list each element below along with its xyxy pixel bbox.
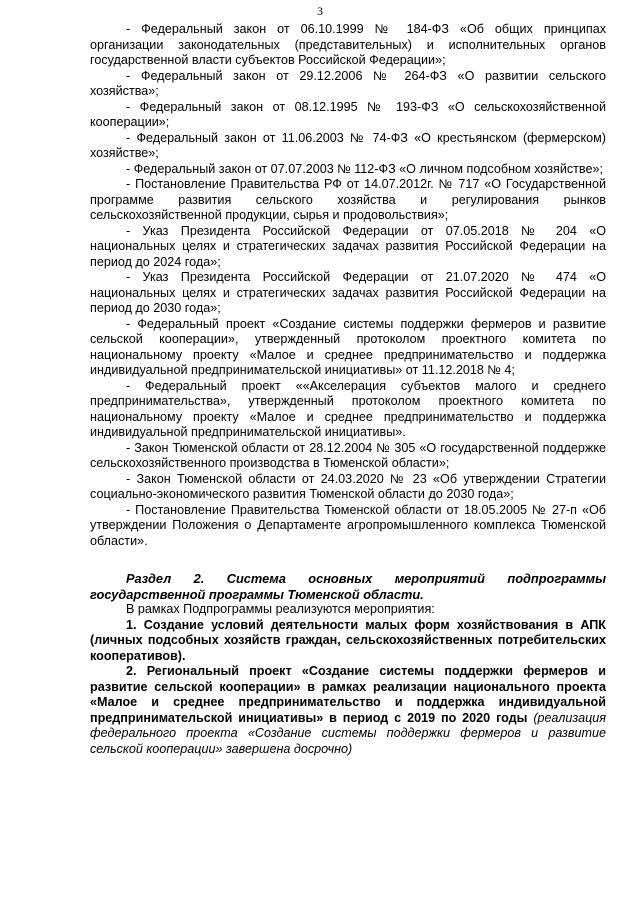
measure-item-2-note: (реализация федерального проекта «Создание системы поддержки фермеров и развитие сельской кооперации» завершена досрочно)	[90, 710, 607, 756]
law-item-government-717: - Постановление Правительства РФ от 14.07.2012г. № 717 «О Государственной программе развития сельского хозяйства и регулирования рынков сельскохозяйственной продукции, сырья и продовольствия»;	[90, 177, 606, 222]
law-item-federal-193: - Федеральный закон от 08.12.1995 № 193-ФЗ «О сельскохозяйственной кооперации»;	[90, 99, 606, 129]
law-item-decree-204: - Указ Президента Российской Федерации от 07.05.2018 № 204 «О национальных целях и стратегических задачах развития Российской Федерации на период до 2024 года»;	[90, 223, 606, 269]
law-item-federal-112: - Федеральный закон от 07.07.2003 № 112-ФЗ «О личном подсобном хозяйстве»;	[126, 161, 603, 176]
measure-item-2-title: 2. Региональный проект «Создание системы поддержки фермеров и развитие сельской кооперации» в рамках реализации национального проекта «Малое и среднее предпринимательство и поддержка индивидуальной предпринимательской инициативы» в период с 2019 по 2020 годы	[90, 664, 606, 725]
law-item-tyumen-305: - Закон Тюменской области от 28.12.2004 № 305 «О государственной поддержке сельскохозяйственного производства в Тюменской области»;	[90, 440, 606, 470]
section-heading: Раздел 2. Система основных мероприятий подпрограммы государственной программы Тюменской области.	[90, 571, 606, 602]
document-body	[90, 22, 606, 757]
page-number: 3	[317, 4, 323, 18]
law-item-federal-264: - Федеральный закон от 29.12.2006 № 264-ФЗ «О развитии сельского хозяйства»;	[90, 68, 606, 98]
section-intro: В рамках Подпрограммы реализуются мероприятия:	[126, 602, 435, 616]
law-item-project-acceleration: - Федеральный проект ««Акселерация субъектов малого и среднего предпринимательства», утвержденный протоколом проектного комитета по национальному проекту «Малое и среднее предпринимательство и поддержка индивидуальной предпринимательской инициативы».	[90, 378, 606, 439]
law-item-project-farmers: - Федеральный проект «Создание системы поддержки фермеров и развитие сельской кооперации», утвержденный протоколом проектного комитета по национальному проекту «Малое и среднее предпринимательство и поддержка индивидуальной предпринимательской инициативы» от 11.12.2018 № 4;	[90, 316, 606, 377]
measure-item-2	[90, 664, 606, 757]
law-item-tyumen-23: - Закон Тюменской области от 24.03.2020 № 23 «Об утверждении Стратегии социально-экономического развития Тюменской области до 2030 года»;	[90, 471, 606, 501]
law-item-decree-474: - Указ Президента Российской Федерации от 21.07.2020 № 474 «О национальных целях и стратегических задачах развития Российской Федерации на период до 2030 года»;	[90, 270, 606, 315]
law-item-tyumen-27p: - Постановление Правительства Тюменской области от 18.05.2005 № 27-п «Об утверждении Положения о Департаменте агропромышленного комплекса Тюменской области».	[90, 502, 606, 548]
law-item-federal-184: - Федеральный закон от 06.10.1999 № 184-ФЗ «Об общих принципах организации законодательных (представительных) и исполнительных органов государственной власти субъектов Российской Федерации»;	[90, 22, 606, 67]
law-item-federal-74: - Федеральный закон от 11.06.2003 № 74-ФЗ «О крестьянском (фермерском) хозяйстве»;	[90, 130, 606, 160]
measure-item-1: 1. Создание условий деятельности малых форм хозяйствования в АПК (личных подсобных хозяйств граждан, сельскохозяйственных потребительских кооперативов).	[90, 617, 606, 663]
